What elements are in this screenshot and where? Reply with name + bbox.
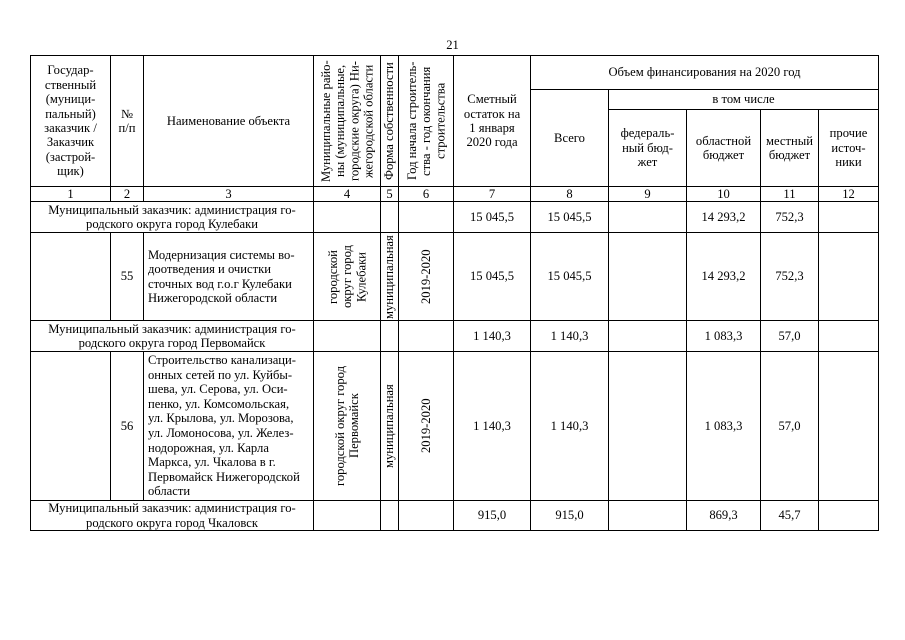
header-object-name: Наименование объекта (144, 56, 314, 187)
financing-table (30, 55, 879, 531)
header-other: прочие источ- ники (819, 110, 879, 187)
column-number: 10 (687, 187, 761, 202)
header-federal: федераль- ный бюд- жет (609, 110, 687, 187)
vertical-text-wrapper (381, 353, 398, 499)
page-number: 21 (446, 38, 459, 52)
column-number: 7 (454, 187, 531, 202)
customer-group-row (31, 321, 879, 352)
total-cell: 15 045,5 (531, 233, 609, 321)
object-municipality-text: городской округ город Кулебаки (325, 245, 369, 308)
total-cell: 1 140,3 (531, 352, 609, 501)
balance-cell: 1 140,3 (454, 352, 531, 501)
regional-cell: 14 293,2 (687, 233, 761, 321)
object-years-text: 2019-2020 (418, 398, 433, 454)
total-cell: 915,0 (531, 501, 609, 531)
empty-cell (381, 501, 399, 531)
column-number: 6 (399, 187, 454, 202)
local-cell: 57,0 (761, 352, 819, 501)
federal-cell (609, 233, 687, 321)
customer-group-row (31, 202, 879, 233)
balance-cell: 15 045,5 (454, 233, 531, 321)
header-municipality-text: Муниципальные райо- ны (муниципальные, городские округа) Ни- жегородской области (318, 60, 376, 182)
regional-cell: 1 083,3 (687, 352, 761, 501)
other-cell (819, 233, 879, 321)
other-cell (819, 501, 879, 531)
empty-cell (314, 501, 381, 531)
column-number: 3 (144, 187, 314, 202)
balance-cell: 1 140,3 (454, 321, 531, 352)
header-number: № п/п (111, 56, 144, 187)
header-funding: Объем финансирования на 2020 год (531, 56, 879, 90)
federal-cell (609, 352, 687, 501)
column-number: 1 (31, 187, 111, 202)
object-years-text: 2019-2020 (418, 249, 433, 304)
object-ownership (381, 352, 399, 501)
empty-cell (314, 202, 381, 233)
other-cell (819, 321, 879, 352)
local-cell: 45,7 (761, 501, 819, 531)
regional-cell: 14 293,2 (687, 202, 761, 233)
empty-cell (314, 321, 381, 352)
vertical-text-wrapper (314, 353, 380, 499)
header-municipality (314, 56, 381, 187)
header-customer: Государ- ственный (муници- пальный) заказчик / Заказчик (застрой- щик) (31, 56, 111, 187)
empty-cell (31, 233, 111, 321)
customer-name: Муниципальный заказчик: администрация го- родского округа город Чкаловск (31, 501, 314, 531)
header-balance: Сметный остаток на 1 января 2020 года (454, 56, 531, 187)
header-years (399, 56, 454, 187)
object-ownership-text: муниципальная (382, 384, 397, 468)
empty-cell (31, 352, 111, 501)
object-name: Модернизация системы во- доотведения и очистки сточных вод г.о.г Кулебаки Нижегородской области (144, 233, 314, 321)
vertical-text-wrapper (399, 353, 453, 499)
header-ownership-text: Форма собственности (382, 62, 397, 180)
vertical-text-wrapper (381, 234, 398, 320)
total-cell: 15 045,5 (531, 202, 609, 233)
object-number: 56 (111, 352, 144, 501)
local-cell: 752,3 (761, 233, 819, 321)
federal-cell (609, 202, 687, 233)
balance-cell: 915,0 (454, 501, 531, 531)
balance-cell: 15 045,5 (454, 202, 531, 233)
empty-cell (399, 202, 454, 233)
other-cell (819, 352, 879, 501)
object-municipality (314, 352, 381, 501)
empty-cell (381, 321, 399, 352)
column-number: 8 (531, 187, 609, 202)
object-ownership-text: муниципальная (382, 234, 397, 319)
vertical-text-wrapper (314, 234, 380, 320)
federal-cell (609, 501, 687, 531)
object-row (31, 352, 879, 501)
object-number: 55 (111, 233, 144, 321)
empty-cell (399, 501, 454, 531)
header-years-text: Год начала строитель- ства - год окончания строительства (404, 61, 448, 181)
customer-name: Муниципальный заказчик: администрация го- родского округа город Первомайск (31, 321, 314, 352)
header-including: в том числе (609, 90, 879, 110)
empty-cell (381, 202, 399, 233)
column-number: 9 (609, 187, 687, 202)
vertical-text-wrapper (314, 57, 380, 185)
regional-cell: 869,3 (687, 501, 761, 531)
customer-group-row (31, 501, 879, 531)
object-ownership (381, 233, 399, 321)
column-number: 5 (381, 187, 399, 202)
federal-cell (609, 321, 687, 352)
local-cell: 57,0 (761, 321, 819, 352)
header-total: Всего (531, 90, 609, 187)
customer-name: Муниципальный заказчик: администрация го- родского округа город Кулебаки (31, 202, 314, 233)
header-ownership (381, 56, 399, 187)
local-cell: 752,3 (761, 202, 819, 233)
vertical-text-wrapper (399, 57, 453, 185)
column-number: 12 (819, 187, 879, 202)
regional-cell: 1 083,3 (687, 321, 761, 352)
vertical-text-wrapper (399, 234, 453, 320)
object-row (31, 233, 879, 321)
object-years (399, 233, 454, 321)
header-row (31, 56, 879, 90)
total-cell: 1 140,3 (531, 321, 609, 352)
object-years (399, 352, 454, 501)
column-number: 4 (314, 187, 381, 202)
header-regional: областной бюджет (687, 110, 761, 187)
object-municipality (314, 233, 381, 321)
column-number: 11 (761, 187, 819, 202)
column-numbers-row (31, 187, 879, 202)
column-number: 2 (111, 187, 144, 202)
object-municipality-text: городской округ город Первомайск (332, 366, 361, 486)
header-local: местный бюджет (761, 110, 819, 187)
empty-cell (399, 321, 454, 352)
other-cell (819, 202, 879, 233)
vertical-text-wrapper (381, 57, 398, 185)
object-name: Строительство канализаци- онных сетей по ул. Куйбы- шева, ул. Серова, ул. Оси- пенко, ул. Комсомольская, ул. Крылова, ул. Морозова, ул. Ломоносова, ул. Желез- нодорожная, ул. Карла Маркса, ул. Чкалова в г. Первомайск Нижегородской области (144, 352, 314, 501)
